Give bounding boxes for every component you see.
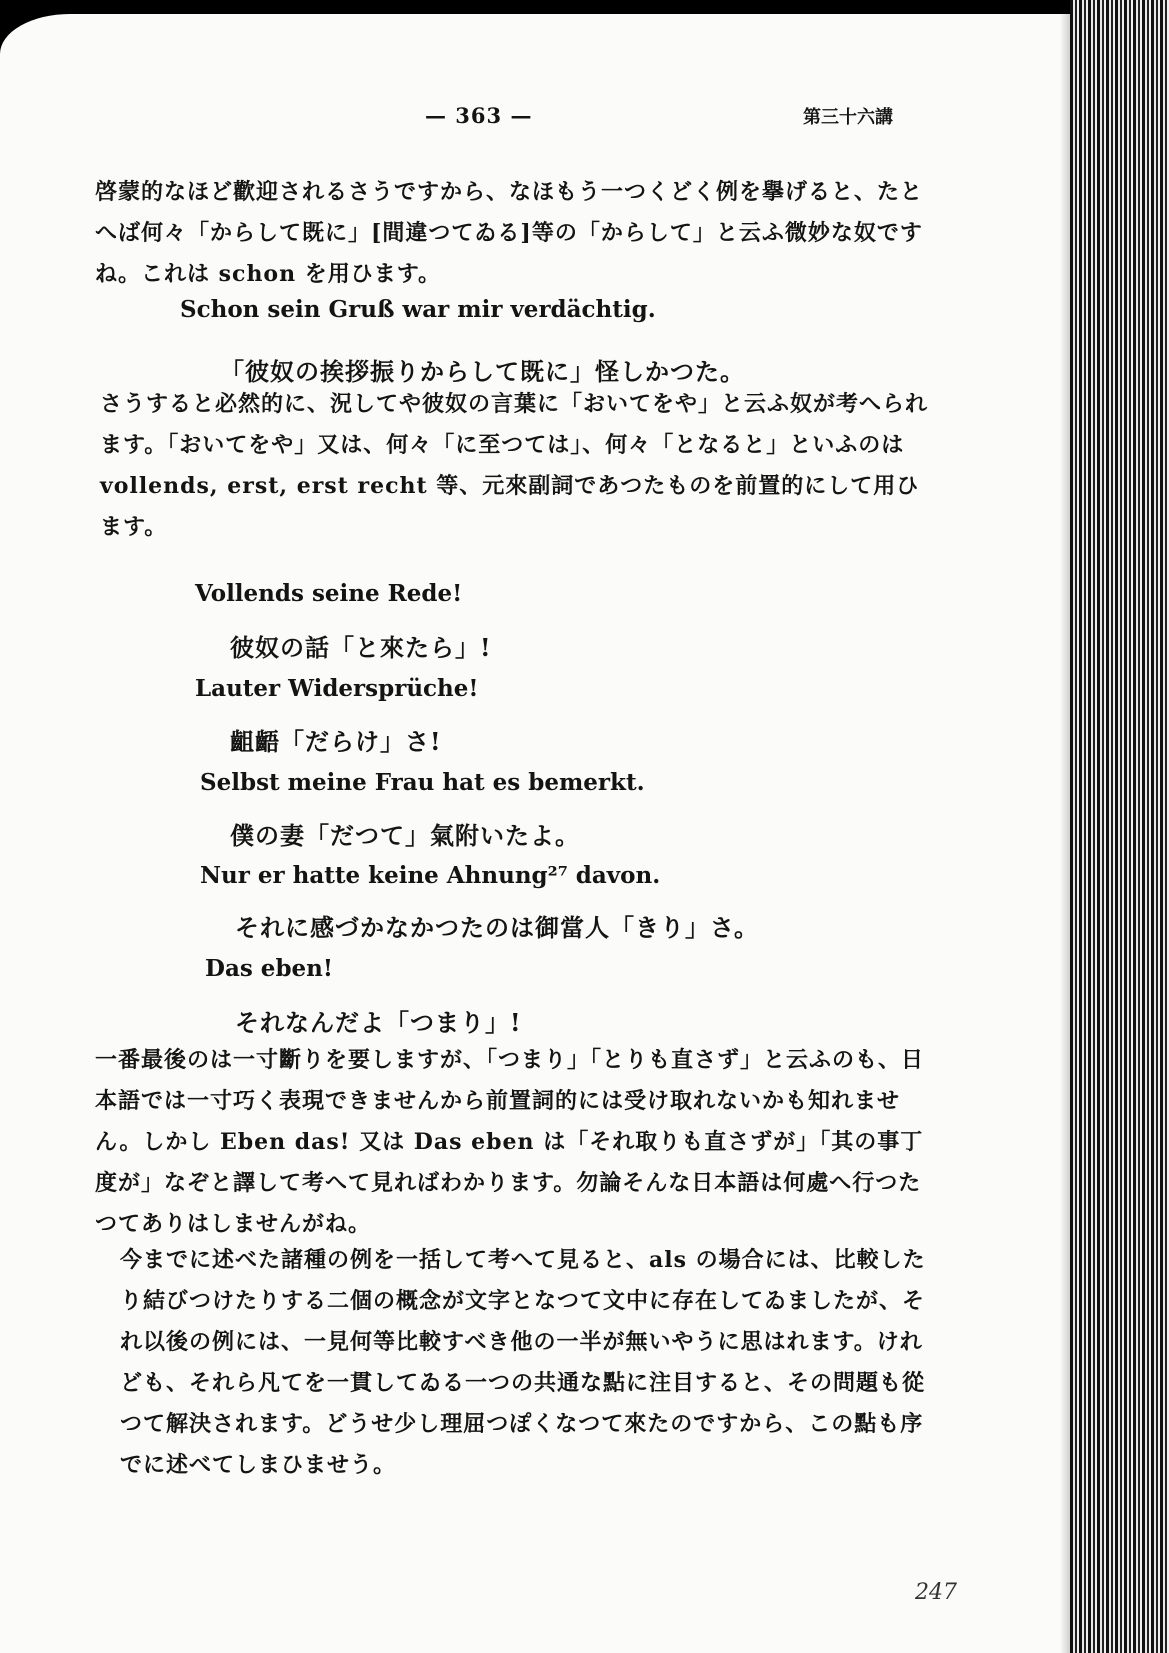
book-page-edges (1070, 0, 1169, 1653)
example-6-german: Das eben! (205, 955, 333, 982)
chapter-title: 第三十六講 (803, 107, 893, 128)
paragraph-1: 啓蒙的なほど歡迎されるさうですから、なほもう一つくどく例を擧げると、たとへば何々「からして既に」[間違つてゐる]等の「からして」と云ふ微妙な奴ですね。これは schon を用ひます。 (95, 179, 924, 287)
paragraph-4: 今までに述べた諸種の例を一括して考へて見ると、als の場合には、比較したり結びつけたりする二個の概念が文字となつて文中に存在してゐましたが、それ以後の例には、一見何等比較すべき他の一半が無いやうに思はれます。けれども、それら凡てを一貫してゐる一つの共通な點に注目すると、その問題も從つて解決されます。どうせ少し理屈つぽくなつて來たのですから、この點も序でに述べてしまひませう。 (120, 1247, 926, 1478)
example-4-japanese: 僕の妻「だつて」氣附いたよ。 (230, 821, 580, 850)
paragraph-3: 一番最後のは一寸斷りを要しますが、「つまり」「とりも直さず」と云ふのも、日本語では一寸巧く表現できませんから前置詞的には受け取れないかも知れません。しかし Eben das! 又は Das eben は「それ取りも直さずが」「其の事丁度が」なぞと譯して考へて見ればわかります。勿論そんな日本語は何處へ行つたつてありはしませんがね。 (95, 1047, 925, 1237)
folio-number: 247 (915, 1580, 957, 1605)
example-1-german: Schon sein Gruß war mir verdächtig. (180, 296, 656, 323)
example-5-japanese: それに感づかなかつたのは御當人「きり」さ。 (235, 913, 760, 942)
page-number-header: — 363 — (425, 103, 533, 128)
example-5-german: Nur er hatte keine Ahnung²⁷ davon. (200, 862, 661, 889)
paragraph-2: さうすると必然的に、況してや彼奴の言葉に「おいてをや」と云ふ奴が考へられます。「おいてをや」又は、何々「に至つては」、何々「となると」といふのは vollends, erst, erst recht 等、元來副詞であつたものを前置的にして用ひます。 (100, 391, 929, 540)
example-4-german: Selbst meine Frau hat es bemerkt. (200, 769, 645, 796)
example-2-german: Vollends seine Rede! (195, 580, 463, 607)
example-2-japanese: 彼奴の話「と來たら」! (230, 633, 492, 662)
example-3-japanese: 齟齬「だらけ」さ! (230, 727, 442, 756)
example-1-japanese: 「彼奴の挨拶振りからして既に」怪しかつた。 (220, 357, 745, 386)
example-6-japanese: それなんだよ「つまり」! (235, 1008, 522, 1037)
example-3-german: Lauter Widersprüche! (195, 675, 479, 702)
